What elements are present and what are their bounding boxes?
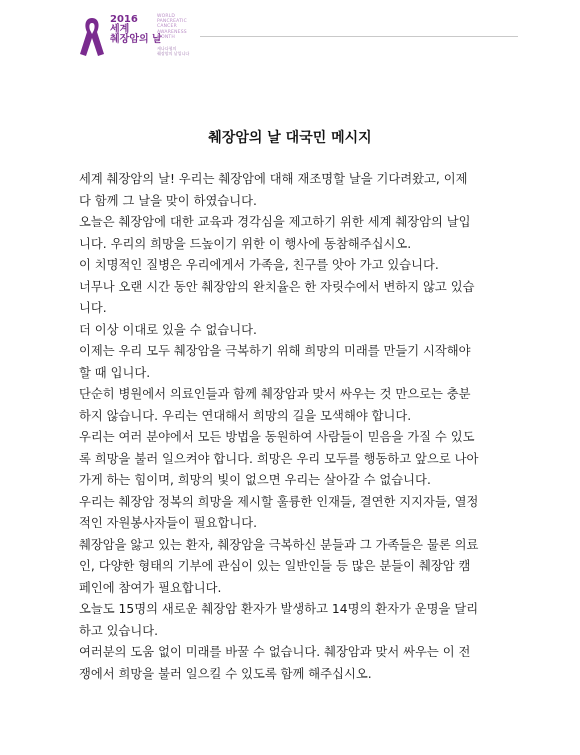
logo-line-2: 췌장암의 날 [110, 34, 162, 45]
logo-english-line: WORLD [157, 14, 176, 19]
body-line: 하고 있습니다. [79, 623, 159, 638]
body-line: 니다. [79, 301, 107, 315]
page-title: 췌장암의 날 대국민 메시지 [208, 130, 372, 146]
body-line: 이 치명적인 질병은 우리에게서 가족을, 친구를 앗아 가고 있습니다. [79, 258, 439, 272]
logo-english-line: PANCREATIC [157, 19, 187, 25]
logo-english-line: MONTH [157, 34, 175, 40]
logo-english-line: AWARENESS [157, 29, 187, 35]
logo-english-line: CANCER [157, 24, 177, 30]
header [0, 0, 580, 60]
body-line: 적인 자원봉사자들이 필요합니다. [79, 516, 258, 530]
body-line: 하지 않습니다. 우리는 연대해서 희망의 길을 모색해야 합니다. [79, 408, 412, 423]
body-line: 페인에 참여가 필요합니다. [79, 580, 222, 595]
body-line: 이제는 우리 모두 췌장암을 극복하기 위해 희망의 미래를 만들기 시작해야 [79, 344, 471, 358]
logo-year: 2016 [110, 14, 138, 25]
header-divider [200, 36, 518, 37]
body-line: 가게 하는 힘이며, 희망의 빛이 없으면 우리는 살아갈 수 없습니다. [79, 473, 431, 487]
logo-small-line: 췌장암의 날입니다 [157, 51, 190, 56]
body-line: 할 때 입니다. [79, 365, 151, 380]
body-line: 더 이상 이대로 있을 수 없습니다. [79, 322, 257, 337]
body-line: 인, 다양한 형태의 기부에 관심이 있는 일반인들 등 많은 분들이 췌장암 캠 [79, 559, 471, 573]
logo-line-1: 세계 [110, 24, 130, 35]
body-line: 우리는 여러 분야에서 모든 방법을 동원하여 사람들이 믿음을 가질 수 있도 [79, 430, 475, 444]
body-line: 여러분의 도움 없이 미래를 바꿀 수 없습니다. 췌장암과 맞서 싸우는 이 전 [79, 645, 471, 659]
body-line: 쟁에서 희망을 불러 일으킬 수 있도록 함께 해주십시오. [79, 666, 372, 681]
body-line: 너무나 오랜 시간 동안 췌장암의 완치율은 한 자릿수에서 변하지 않고 있습 [79, 279, 475, 294]
logo-small-text [157, 46, 189, 56]
body-line: 오늘도 15명의 새로운 췌장암 환자가 발생하고 14명의 환자가 운명을 달리 [79, 602, 479, 616]
body-line: 우리는 췌장암 정복의 희망을 제시할 훌륭한 인재들, 결연한 지지자들, 열정 [79, 494, 479, 509]
logo-wordmark [110, 15, 162, 45]
body-line: 다 함께 그 날을 맞이 하였습니다. [79, 193, 257, 208]
body-line: 오늘은 췌장암에 대한 교육과 경각심을 제고하기 위한 세계 췌장암의 날입 [79, 215, 471, 229]
logo-small-line: 캐나다협의 [157, 46, 177, 51]
body-line: 단순히 병원에서 의료인들과 함께 췌장암과 맞서 싸우는 것 만으로는 충분 [79, 387, 471, 401]
body-line: 췌장암을 앓고 있는 환자, 췌장암을 극복하신 분들과 그 가족들은 물론 의료 [79, 537, 479, 552]
logo-english-text [157, 14, 187, 40]
body-line: 록 희망을 불러 일으켜야 합니다. 희망은 우리 모두를 행동하고 앞으로 나아 [79, 451, 479, 466]
body-line: 니다. 우리의 희망을 드높이기 위한 이 행사에 동참해주십시오. [79, 236, 412, 251]
body-line: 세계 췌장암의 날! 우리는 췌장암에 대해 재조명할 날을 기다려왔고, 이제 [79, 172, 468, 186]
purple-ribbon-icon [78, 14, 106, 58]
message-body [79, 169, 503, 685]
